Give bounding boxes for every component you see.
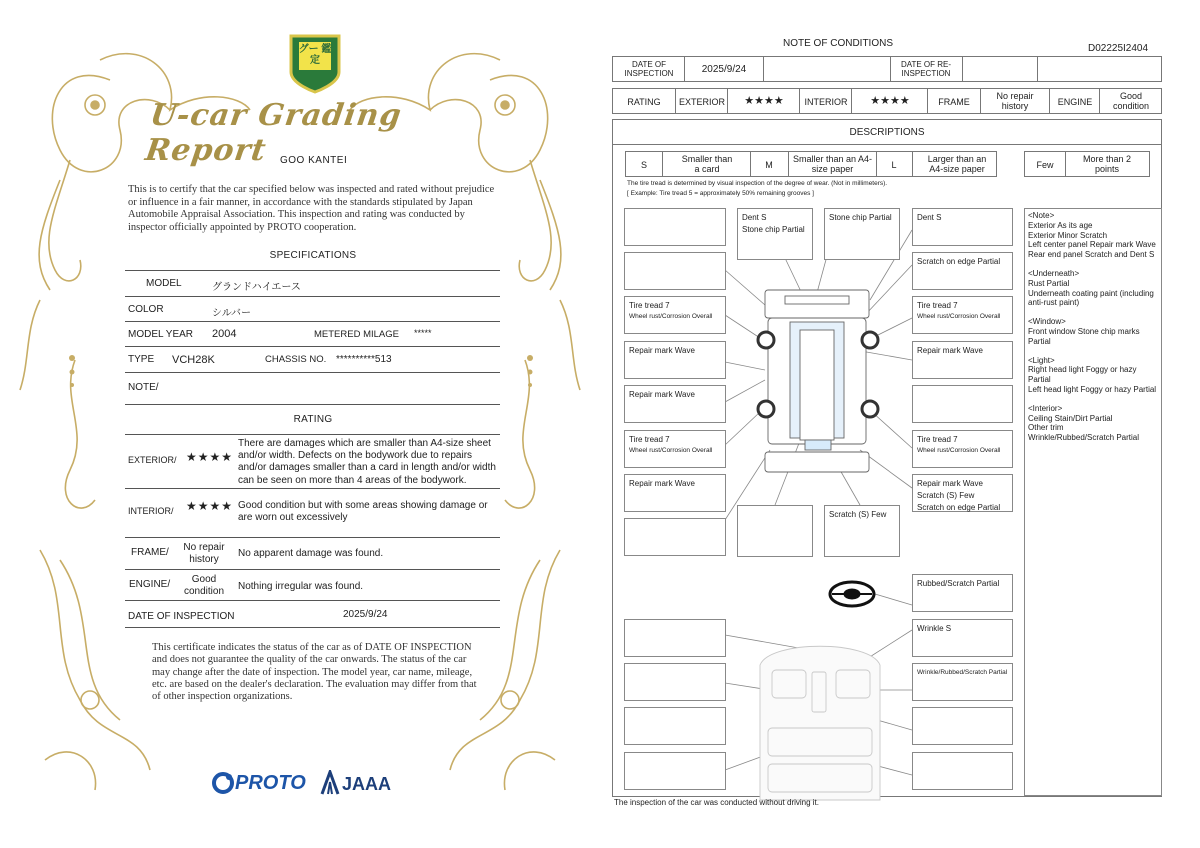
note-line: Rust Partial [1028,278,1070,288]
exterior-label: EXTERIOR/ [128,455,177,465]
note-group-general [1028,211,1158,260]
callout-box [624,208,726,246]
model-value: グランドハイエース [212,282,301,293]
note-line: Exterior As its age [1028,220,1093,230]
interior-stars: ★★★★ [186,499,234,513]
legend-s-desc: Smaller than a card [681,154,733,174]
interior-label: INTERIOR [804,97,848,107]
document-id: D02225I2404 [1088,43,1149,54]
note-line: Left head light Foggy or hazy Partial [1028,384,1157,394]
callout-box [624,707,726,745]
callout-box [912,752,1013,790]
callout-interior-wrinkle [912,619,1013,657]
note-line: Underneath coating paint (including anti-rust paint) [1028,288,1154,308]
steering-wheel-icon [830,582,874,606]
callout-right-rear-tire [912,430,1013,468]
divider [125,321,500,322]
note-line: <Light> [1028,355,1055,365]
frame-value: No repair history [183,542,225,565]
callout-text: Repair mark Wave [629,479,695,488]
callout-left-front-tire [624,296,726,334]
note-line: <Interior> [1028,403,1063,413]
note-line: <Note> [1028,211,1055,220]
frame-description: No apparent damage was found. [238,548,384,559]
callout-text: Wrinkle/Rubbed/Scratch Partial [917,669,1008,676]
note-group-light [1028,356,1158,395]
callout-text: Tire tread 7 [629,301,670,310]
note-group-underneath [1028,269,1158,308]
rating-label: RATING [627,97,661,107]
callout-front-right [912,208,1013,246]
reinspection-label: DATE OF RE-INSPECTION [900,60,952,78]
note-line: <Underneath> [1028,268,1080,278]
note-of-conditions-sheet [600,0,1200,848]
chassis-label: CHASSIS NO. [265,354,327,365]
sheet-title: NOTE OF CONDITIONS [783,38,893,49]
callout-text: Tire tread 7 [917,435,958,444]
divider [125,600,500,601]
callout-text: Scratch (S) Few [917,491,975,500]
interior-description: Good condition but with some areas showing damage or are worn out excessively [238,500,488,524]
mileage-label: METERED MILAGE [314,329,399,340]
note-line: Right head light Foggy or hazy Partial [1028,365,1137,385]
divider [125,488,500,489]
callout-text: Repair mark Wave [629,390,695,399]
callout-box [624,252,726,290]
callout-front-window [824,208,900,260]
callout-text: Wheel rust/Corrosion Overall [629,313,713,320]
color-label: COLOR [128,304,164,315]
exterior-description: There are damages which are smaller than A4-size sheet and/or width. Defects on the bodywork due to repairs and/or damages smaller than a card in length and/or width can be seen on more than 4 areas of the bodywork. [238,438,496,486]
callout-text: Wheel rust/Corrosion Overall [917,447,1001,454]
callout-text: Stone chip Partial [742,225,805,234]
note-group-window [1028,317,1158,346]
legend-few-desc: More than 2 points [1082,154,1132,174]
callout-text: Tire tread 7 [917,301,958,310]
note-line: <Window> [1028,317,1066,327]
callout-text: Dent S [917,213,942,222]
callout-box [912,385,1013,423]
proto-logo-text: PROTO [235,772,306,794]
callout-right-front-edge [912,252,1013,290]
rating-heading: RATING [293,414,333,425]
legend-l-desc: Larger than an A4-size paper [927,154,987,174]
callout-rear-end [824,505,900,557]
divider [125,434,500,435]
jaaa-logo-icon [320,770,340,796]
color-value: シルバー [212,308,252,319]
date-of-inspection-value: 2025/9/24 [343,609,388,620]
callout-box [624,619,726,657]
callout-text: Dent S [742,213,767,222]
note-group-interior [1028,404,1158,443]
callout-front-left [737,208,813,260]
note-line: Left center panel Repair mark Wave [1028,240,1156,250]
tire-example: [ Example: Tire tread 5 = approximately 50% remaining grooves ] [627,190,814,197]
callout-left-center [624,385,726,423]
divider [125,404,500,405]
model-year-value: 2004 [212,328,237,340]
report-subtitle: GOO KANTEI [280,155,348,166]
note-line: Other trim [1028,423,1064,433]
callout-left-front-door [624,341,726,379]
callout-steering [912,574,1013,612]
note-line: Front window Stone chip marks Partial [1028,326,1140,346]
frame-label: FRAME/ [131,547,169,558]
divider [125,372,500,373]
mileage-value: ***** [414,328,432,338]
jaaa-logo-text: JAAA [342,774,392,794]
legend-few: Few [1036,160,1054,170]
callout-text: Stone chip Partial [829,213,892,222]
legend-l: L [891,160,897,170]
frame-label: FRAME [938,97,970,107]
callout-right-rear [912,474,1013,512]
interior-label: INTERIOR/ [128,506,174,516]
divider [125,627,500,628]
report-title: U-car Grading Report [143,98,404,168]
note-line: Ceiling Stain/Dirt Partial [1028,413,1113,423]
legend-m-desc: Smaller than an A4-size paper [792,154,873,174]
frame-value: No repair history [996,91,1034,111]
note-line: Exterior Minor Scratch [1028,230,1108,240]
divider [125,270,500,271]
note-label: NOTE/ [128,382,159,393]
callout-text: Repair mark Wave [917,479,983,488]
date-of-inspection-label: DATE OF INSPECTION [624,60,674,78]
badge-text: グー 鑑定 [298,44,332,66]
engine-value: Good condition [1112,91,1150,111]
callout-interior-trim [912,663,1013,701]
notes-list [1024,208,1162,796]
divider [125,569,500,570]
callout-left-rear [624,474,726,512]
callout-text: Wheel rust/Corrosion Overall [629,447,713,454]
callout-text: Wrinkle S [917,624,952,633]
engine-value: Good condition [183,574,225,597]
callout-text: Repair mark Wave [629,346,695,355]
legend-m: M [765,160,773,170]
exterior-label: EXTERIOR [678,97,725,107]
exterior-stars: ★★★★ [186,450,234,464]
engine-label: ENGINE/ [129,579,171,590]
model-year-label: MODEL YEAR [128,329,194,340]
specifications-heading: SPECIFICATIONS [269,250,357,261]
divider [125,537,500,538]
chassis-value: **********513 [336,354,392,365]
callout-box [912,707,1013,745]
exterior-stars: ★★★★ [744,95,784,107]
callout-text: Repair mark Wave [917,346,983,355]
callout-right-front-tire [912,296,1013,334]
legend-s: S [640,160,647,170]
note-line: Wrinkle/Rubbed/Scratch Partial [1028,433,1140,443]
callout-box [737,505,813,557]
note-line: Rear end panel Scratch and Dent S [1028,250,1155,260]
callout-left-rear-tire [624,430,726,468]
divider [125,296,500,297]
interior-stars: ★★★★ [870,95,910,107]
model-label: MODEL [146,278,182,289]
descriptions-heading: DESCRIPTIONS [849,127,925,138]
type-label: TYPE [128,354,155,365]
certificate-disclaimer: This certificate indicates the status of the car as of DATE OF INSPECTION and does not guarantee the quality of the car onwards. The status of the car may change after the date of inspection. The model year, car name, mileage, etc. are based on the dealer's declaration. The evaluation may differ from that of other inspection organizations. [152,642,477,703]
sheet-footer: The inspection of the car was conducted without driving it. [614,798,819,807]
divider [125,346,500,347]
callout-text: Rubbed/Scratch Partial [917,579,1000,588]
callout-box [624,663,726,701]
callout-right-front-door [912,341,1013,379]
callout-text: Tire tread 7 [629,435,670,444]
date-of-inspection-value: 2025/9/24 [701,64,747,75]
engine-description: Nothing irregular was found. [238,581,364,592]
callout-box [624,518,726,556]
callout-box [624,752,726,790]
callout-text: Scratch on edge Partial [917,257,1001,266]
tire-note: The tire tread is determined by visual inspection of the degree of wear. (Not in millimeters). [627,180,888,187]
callout-text: Scratch (S) Few [829,510,887,519]
proto-logo-icon [212,772,234,794]
callout-text: Wheel rust/Corrosion Overall [917,313,1001,320]
type-value: VCH28K [172,354,215,366]
certification-statement: This is to certify that the car specified below was inspected and rated without prejudice or influence in a fair manner, in accordance with the standards stipulated by Japan Automobile Appraisal Association. This inspection and rating was conducted by inspector officially appointed by PROTO cooperation. [128,184,495,233]
date-of-inspection-label: DATE OF INSPECTION [128,611,235,622]
callout-text: Scratch on edge Partial [917,503,1001,512]
engine-label: ENGINE [1057,97,1093,107]
